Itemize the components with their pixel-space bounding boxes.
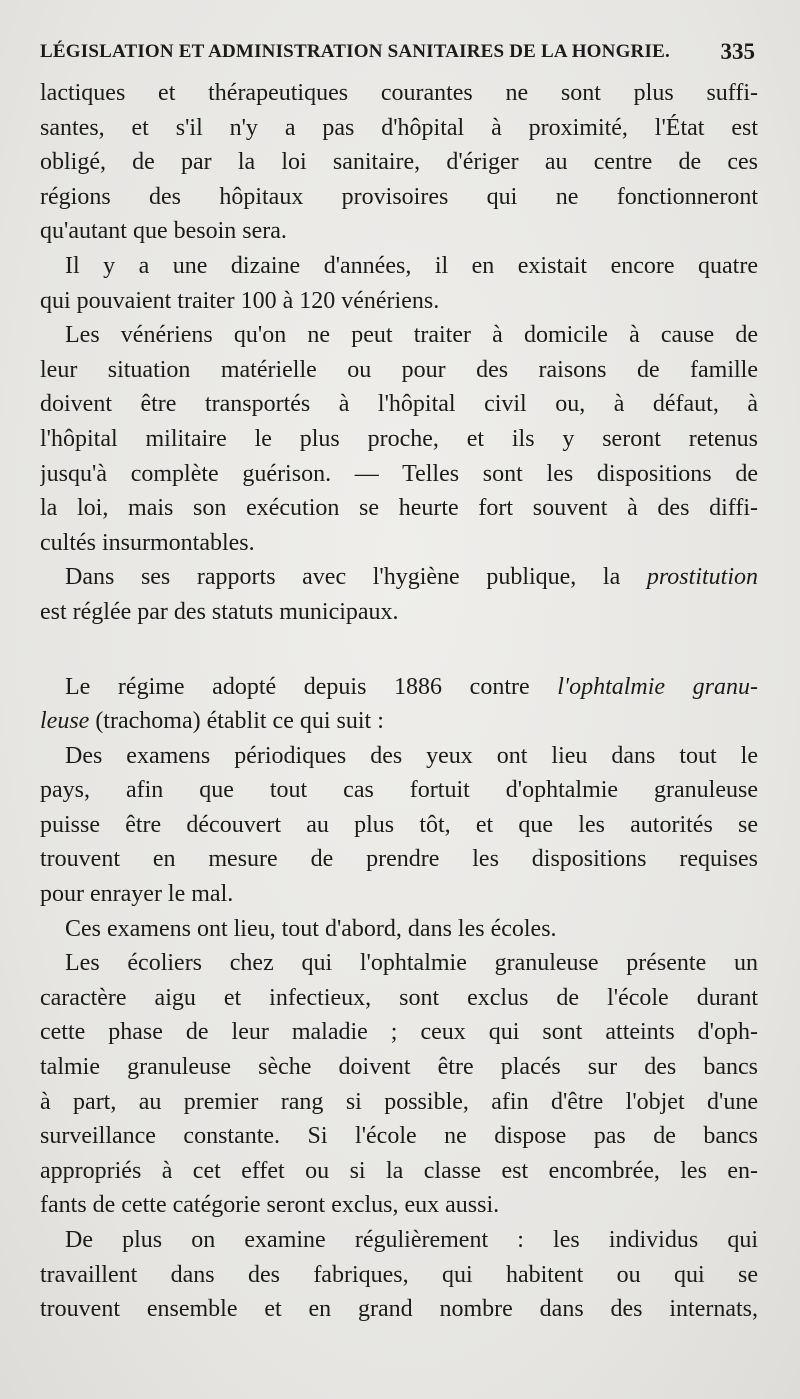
- text-line: travaillent dans des fabriques, qui habitent ou qui se: [40, 1261, 758, 1288]
- text-line: obligé, de par la loi sanitaire, d'ériger au centre de ces: [40, 149, 758, 176]
- text-line: qu'autant que besoin sera.: [40, 218, 287, 245]
- page-body: [40, 76, 758, 1327]
- text-line: pays, afin que tout cas fortuit d'ophtalmie granuleuse: [40, 777, 758, 804]
- text-line: est réglée par des statuts municipaux.: [40, 598, 399, 625]
- text-line: Les écoliers chez qui l'ophtalmie granuleuse présente un: [65, 950, 758, 977]
- italic-term-ophtalmie: l'ophtalmie granu-: [557, 673, 758, 700]
- text-line: puisse être découvert au plus tôt, et que les autorités se: [40, 811, 758, 838]
- text-line: trouvent ensemble et en grand nombre dans des internats,: [40, 1296, 758, 1323]
- text-line: Il y a une dizaine d'années, il en existait encore quatre: [65, 252, 758, 279]
- text-line: Ces examens ont lieu, tout d'abord, dans les écoles.: [65, 915, 557, 942]
- text-line: pour enrayer le mal.: [40, 881, 234, 908]
- text-line: lactiques et thérapeutiques courantes ne sont plus suffi-: [40, 80, 758, 106]
- text-run: (trachoma) établit ce qui suit :: [89, 708, 384, 735]
- text-line: trouvent en mesure de prendre les dispositions requises: [40, 846, 758, 873]
- text-line: surveillance constante. Si l'école ne dispose pas de bancs: [40, 1123, 758, 1150]
- text-line: [40, 560, 758, 595]
- text-line: santes, et s'il n'y a pas d'hôpital à proximité, l'État est: [40, 114, 758, 141]
- text-line: fants de cette catégorie seront exclus, eux aussi.: [40, 1192, 500, 1219]
- text-line: [40, 670, 758, 705]
- text-line: à part, au premier rang si possible, afin d'être l'objet d'une: [40, 1088, 758, 1115]
- page-number: 335: [720, 39, 755, 64]
- text-line: la loi, mais son exécution se heurte fort souvent à des diffi-: [40, 495, 758, 522]
- text-run: Dans ses rapports avec l'hygiène publique, la: [65, 564, 647, 591]
- text-line: qui pouvaient traiter 100 à 120 vénériens.: [40, 287, 440, 314]
- text-line: [40, 704, 758, 739]
- text-line: appropriés à cet effet ou si la classe est encombrée, les en-: [40, 1157, 758, 1184]
- italic-term-prostitution: prostitution: [646, 564, 758, 591]
- italic-term-granuleuse: leuse: [40, 708, 90, 735]
- text-run: Le régime adopté depuis 1886 contre: [65, 673, 558, 700]
- running-title: LÉGISLATION ET ADMINISTRATION SANITAIRES DE LA HONGRIE.: [40, 41, 670, 62]
- page-header: [40, 32, 755, 72]
- text-line: Des examens périodiques des yeux ont lieu dans tout le: [65, 742, 758, 769]
- text-line: caractère aigu et infectieux, sont exclus de l'école durant: [40, 984, 758, 1011]
- text-line: régions des hôpitaux provisoires qui ne fonctionneront: [40, 183, 758, 210]
- text-line: l'hôpital militaire le plus proche, et ils y seront retenus: [40, 425, 758, 452]
- text-line: talmie granuleuse sèche doivent être placés sur des bancs: [40, 1054, 758, 1081]
- text-line: jusqu'à complète guérison. — Telles sont les dispositions de: [40, 460, 758, 487]
- text-line: cette phase de leur maladie ; ceux qui sont atteints d'oph-: [40, 1019, 758, 1046]
- text-line: De plus on examine régulièrement : les individus qui: [65, 1227, 758, 1253]
- text-line: doivent être transportés à l'hôpital civil ou, à défaut, à: [40, 391, 758, 418]
- text-line: cultés insurmontables.: [40, 529, 255, 556]
- text-line: Les vénériens qu'on ne peut traiter à domicile à cause de: [65, 322, 758, 349]
- text-line: leur situation matérielle ou pour des raisons de famille: [40, 356, 758, 383]
